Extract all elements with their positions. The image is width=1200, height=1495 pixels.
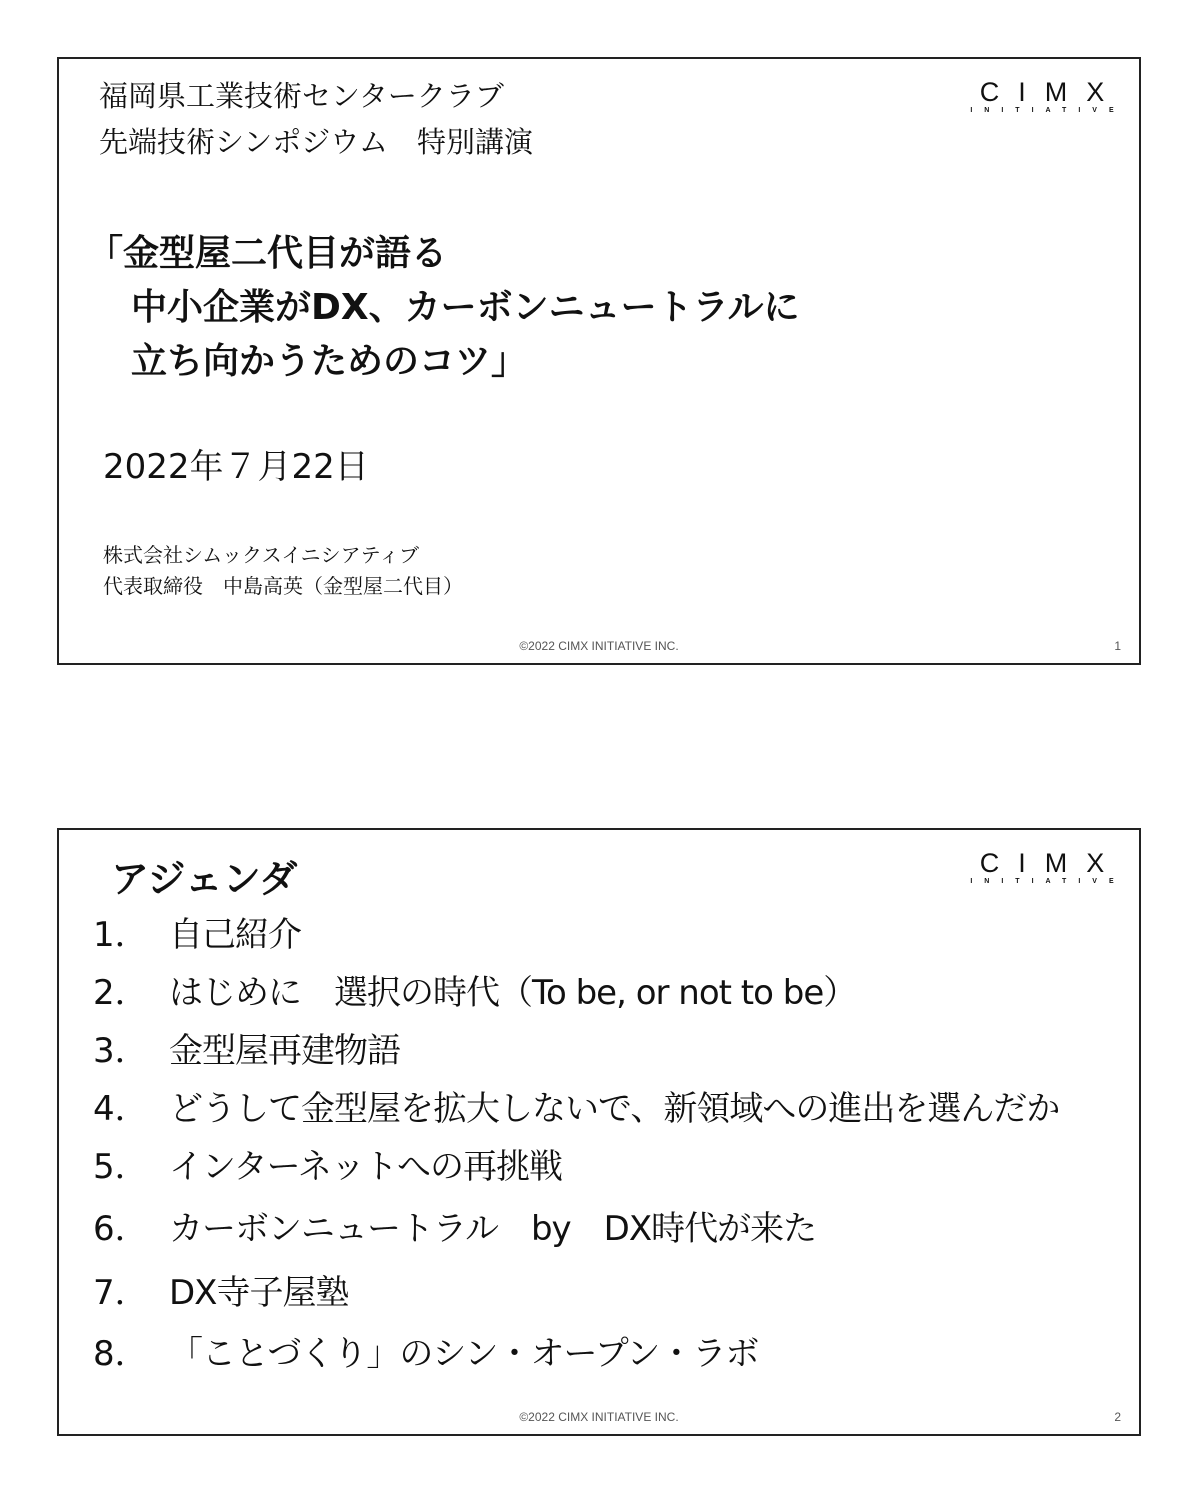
cimx-logo bbox=[963, 848, 1126, 886]
agenda-item bbox=[93, 1138, 1059, 1196]
agenda-item-text: インターネットへの再挑戦 bbox=[169, 1147, 562, 1187]
logo-subtext: INITIATIVE bbox=[970, 107, 1126, 114]
company-name: 株式会社シムックスイニシアティブ bbox=[103, 543, 419, 567]
agenda-item bbox=[93, 1325, 1059, 1383]
agenda-heading: アジェンダ bbox=[111, 857, 298, 901]
title-line-1: 「金型屋二代目が語る bbox=[87, 233, 448, 274]
agenda-item-number: 5． bbox=[93, 1147, 149, 1187]
presentation-title bbox=[87, 227, 800, 389]
event-line-1: 福岡県工業技術センタークラブ bbox=[99, 79, 504, 113]
agenda-item bbox=[93, 1196, 1059, 1262]
event-name bbox=[99, 73, 533, 165]
agenda-item-number: 3． bbox=[93, 1031, 149, 1071]
cimx-logo bbox=[963, 77, 1126, 115]
presenter-name: 代表取締役 中島高英（金型屋二代目） bbox=[103, 574, 463, 598]
agenda-item-number: 1． bbox=[93, 915, 149, 955]
logo-text: CIMX bbox=[979, 848, 1124, 878]
agenda-item-text: DX寺子屋塾 bbox=[169, 1273, 349, 1313]
agenda-item-text: カーボンニュートラル by DX時代が来た bbox=[169, 1209, 817, 1249]
agenda-item-text: 金型屋再建物語 bbox=[169, 1031, 400, 1071]
slide-1 bbox=[57, 57, 1141, 665]
agenda-list bbox=[93, 906, 1059, 1383]
slide-2 bbox=[57, 828, 1141, 1436]
agenda-item-text: 自己紹介 bbox=[169, 915, 301, 955]
agenda-item-text: 「ことづくり」のシン・オープン・ラボ bbox=[169, 1334, 759, 1374]
presenter-info bbox=[103, 540, 463, 602]
agenda-item-number: 6． bbox=[93, 1209, 149, 1249]
copyright-footer: ©2022 CIMX INITIATIVE INC. bbox=[519, 639, 679, 653]
agenda-item-text: どうして金型屋を拡大しないで、新領域への進出を選んだか bbox=[169, 1089, 1060, 1129]
agenda-item bbox=[93, 1080, 1059, 1138]
agenda-item-number: 7． bbox=[93, 1273, 149, 1313]
copyright-footer: ©2022 CIMX INITIATIVE INC. bbox=[519, 1410, 679, 1424]
page-number: 1 bbox=[1114, 639, 1121, 653]
agenda-item bbox=[93, 1262, 1059, 1325]
logo-subtext: INITIATIVE bbox=[970, 878, 1126, 885]
agenda-item bbox=[93, 906, 1059, 964]
event-line-2: 先端技術シンポジウム 特別講演 bbox=[99, 125, 533, 159]
agenda-item bbox=[93, 1022, 1059, 1080]
agenda-item-number: 8． bbox=[93, 1334, 149, 1374]
title-line-3: 立ち向かうためのコツ」 bbox=[131, 341, 528, 382]
agenda-item bbox=[93, 964, 1059, 1022]
agenda-item-text: はじめに 選択の時代（To be, or not to be） bbox=[169, 973, 857, 1013]
page-number: 2 bbox=[1114, 1410, 1121, 1424]
presentation-date: 2022年７月22日 bbox=[103, 447, 369, 487]
logo-text: CIMX bbox=[979, 77, 1124, 107]
title-line-2: 中小企業がDX、カーボンニュートラルに bbox=[131, 287, 800, 328]
agenda-item-number: 2． bbox=[93, 973, 149, 1013]
agenda-item-number: 4． bbox=[93, 1089, 149, 1129]
